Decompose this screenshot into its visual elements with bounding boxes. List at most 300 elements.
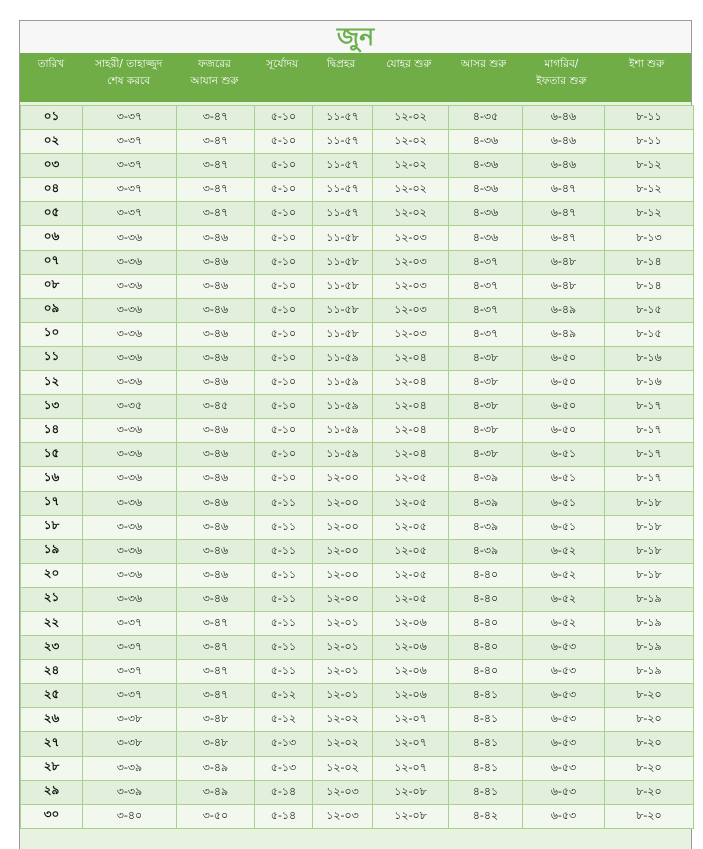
- cell-sehri-end: ৩-৩৭: [83, 684, 177, 708]
- cell-asr: ৪-৪১: [449, 756, 523, 780]
- cell-zuhr: ১২-০৪: [373, 419, 449, 443]
- cell-sunrise: ৫-১১: [255, 636, 313, 660]
- cell-isha: ৮-১৬: [605, 346, 694, 370]
- table-row: [21, 539, 694, 563]
- cell-fajr-azan: ৩-৪৬: [177, 443, 255, 467]
- cell-asr: ৪-৩৮: [449, 346, 523, 370]
- cell-date: ০৪: [21, 178, 83, 202]
- title-row: [20, 21, 691, 53]
- cell-maghrib: ৬-৪৬: [523, 154, 605, 178]
- cell-maghrib: ৬-৫০: [523, 346, 605, 370]
- cell-zuhr: ১২-০৪: [373, 346, 449, 370]
- cell-isha: ৮-১৩: [605, 226, 694, 250]
- cell-date: ৩০: [21, 804, 83, 828]
- cell-sunrise: ৫-১০: [255, 178, 313, 202]
- cell-midday: ১২-০০: [313, 515, 373, 539]
- cell-isha: ৮-১৮: [605, 515, 694, 539]
- cell-sunrise: ৫-১০: [255, 346, 313, 370]
- cell-zuhr: ১২-০৩: [373, 250, 449, 274]
- cell-zuhr: ১২-০৭: [373, 708, 449, 732]
- cell-isha: ৮-১৭: [605, 467, 694, 491]
- cell-maghrib: ৬-৫২: [523, 611, 605, 635]
- cell-asr: ৪-৩৬: [449, 154, 523, 178]
- table-row: [21, 250, 694, 274]
- cell-isha: ৮-২০: [605, 732, 694, 756]
- cell-asr: ৪-৩৬: [449, 130, 523, 154]
- cell-sunrise: ৫-১১: [255, 660, 313, 684]
- cell-sunrise: ৫-১০: [255, 395, 313, 419]
- cell-maghrib: ৬-৪৭: [523, 202, 605, 226]
- cell-date: ০৫: [21, 202, 83, 226]
- cell-sunrise: ৫-১০: [255, 443, 313, 467]
- cell-fajr-azan: ৩-৪৬: [177, 587, 255, 611]
- cell-fajr-azan: ৩-৪৬: [177, 563, 255, 587]
- cell-zuhr: ১২-০৬: [373, 684, 449, 708]
- cell-isha: ৮-১৭: [605, 443, 694, 467]
- cell-asr: ৪-৩৯: [449, 539, 523, 563]
- cell-isha: ৮-২০: [605, 804, 694, 828]
- cell-sunrise: ৫-১১: [255, 563, 313, 587]
- table-row: [21, 636, 694, 660]
- cell-maghrib: ৬-৫৩: [523, 684, 605, 708]
- cell-maghrib: ৬-৫৩: [523, 660, 605, 684]
- cell-sunrise: ৫-১২: [255, 708, 313, 732]
- cell-zuhr: ১২-০৫: [373, 539, 449, 563]
- cell-maghrib: ৬-৫১: [523, 443, 605, 467]
- cell-fajr-azan: ৩-৪৫: [177, 395, 255, 419]
- cell-sehri-end: ৩-৩৯: [83, 756, 177, 780]
- cell-sunrise: ৫-১০: [255, 250, 313, 274]
- cell-isha: ৮-১৪: [605, 274, 694, 298]
- cell-date: ০৩: [21, 154, 83, 178]
- cell-zuhr: ১২-০৫: [373, 587, 449, 611]
- cell-asr: ৪-৩৯: [449, 491, 523, 515]
- cell-maghrib: ৬-৫৩: [523, 804, 605, 828]
- column-header-date: তারিখ: [37, 58, 65, 70]
- cell-zuhr: ১২-০৩: [373, 322, 449, 346]
- cell-zuhr: ১২-০৬: [373, 611, 449, 635]
- cell-sunrise: ৫-১০: [255, 298, 313, 322]
- cell-sehri-end: ৩-৩৯: [83, 780, 177, 804]
- cell-asr: ৪-৩৮: [449, 395, 523, 419]
- cell-maghrib: ৬-৫২: [523, 587, 605, 611]
- cell-midday: ১১-৫৮: [313, 322, 373, 346]
- cell-isha: ৮-১৯: [605, 587, 694, 611]
- cell-fajr-azan: ৩-৪৬: [177, 515, 255, 539]
- cell-fajr-azan: ৩-৪৬: [177, 467, 255, 491]
- cell-date: ২৬: [21, 708, 83, 732]
- cell-midday: ১২-০২: [313, 732, 373, 756]
- cell-maghrib: ৬-৫৩: [523, 756, 605, 780]
- cell-date: ২৮: [21, 756, 83, 780]
- cell-midday: ১২-০২: [313, 708, 373, 732]
- column-header-sehri-end: সাহরী/ তাহাজ্জুদ শেষ করবে: [95, 58, 163, 87]
- cell-maghrib: ৬-৫১: [523, 491, 605, 515]
- column-header-band: [20, 53, 691, 102]
- cell-sehri-end: ৩-৩৬: [83, 371, 177, 395]
- column-header-fajr-azan: ফজরের আযান শুরু: [190, 58, 239, 87]
- cell-midday: ১১-৫৭: [313, 178, 373, 202]
- cell-midday: ১১-৫৭: [313, 106, 373, 130]
- cell-date: ১২: [21, 371, 83, 395]
- cell-midday: ১১-৫৯: [313, 443, 373, 467]
- cell-midday: ১২-০০: [313, 491, 373, 515]
- cell-asr: ৪-৩৯: [449, 515, 523, 539]
- cell-isha: ৮-১৪: [605, 250, 694, 274]
- cell-zuhr: ১২-০৫: [373, 515, 449, 539]
- cell-date: ১৭: [21, 491, 83, 515]
- cell-midday: ১১-৫৯: [313, 395, 373, 419]
- cell-isha: ৮-১১: [605, 106, 694, 130]
- table-row: [21, 371, 694, 395]
- cell-asr: ৪-৩৬: [449, 226, 523, 250]
- table-row: [21, 515, 694, 539]
- cell-isha: ৮-১৮: [605, 491, 694, 515]
- cell-maghrib: ৬-৪৬: [523, 130, 605, 154]
- table-row: [21, 274, 694, 298]
- cell-sehri-end: ৩-৩৬: [83, 298, 177, 322]
- cell-maghrib: ৬-৫১: [523, 515, 605, 539]
- table-row: [21, 154, 694, 178]
- cell-sehri-end: ৩-৩৬: [83, 539, 177, 563]
- cell-isha: ৮-১৫: [605, 298, 694, 322]
- cell-sehri-end: ৩-৩৬: [83, 419, 177, 443]
- cell-maghrib: ৬-৫০: [523, 395, 605, 419]
- cell-date: ২৯: [21, 780, 83, 804]
- cell-zuhr: ১২-০৩: [373, 274, 449, 298]
- column-header-isha: ইশা শুরু: [629, 58, 665, 70]
- column-header-midday: দ্বিপ্রহর: [326, 58, 356, 70]
- cell-zuhr: ১২-০৭: [373, 732, 449, 756]
- cell-date: ২৭: [21, 732, 83, 756]
- table-row: [21, 587, 694, 611]
- cell-midday: ১১-৫৯: [313, 346, 373, 370]
- cell-zuhr: ১২-০২: [373, 106, 449, 130]
- cell-maghrib: ৬-৫২: [523, 563, 605, 587]
- cell-maghrib: ৬-৫১: [523, 467, 605, 491]
- cell-midday: ১১-৫৮: [313, 274, 373, 298]
- cell-asr: ৪-৩৫: [449, 106, 523, 130]
- cell-zuhr: ১২-০৭: [373, 756, 449, 780]
- cell-isha: ৮-২০: [605, 684, 694, 708]
- cell-sehri-end: ৩-৩৬: [83, 443, 177, 467]
- table-row: [21, 804, 694, 828]
- table-row: [21, 202, 694, 226]
- cell-isha: ৮-২০: [605, 708, 694, 732]
- cell-date: ১১: [21, 346, 83, 370]
- cell-isha: ৮-২০: [605, 756, 694, 780]
- cell-asr: ৪-৪১: [449, 780, 523, 804]
- cell-asr: ৪-৪০: [449, 660, 523, 684]
- cell-sunrise: ৫-১১: [255, 611, 313, 635]
- cell-zuhr: ১২-০২: [373, 202, 449, 226]
- cell-date: ২২: [21, 611, 83, 635]
- cell-sehri-end: ৩-৩৬: [83, 322, 177, 346]
- cell-isha: ৮-১৯: [605, 660, 694, 684]
- table-row: [21, 611, 694, 635]
- cell-sunrise: ৫-১০: [255, 419, 313, 443]
- table-row: [21, 130, 694, 154]
- cell-sunrise: ৫-১৩: [255, 732, 313, 756]
- cell-sunrise: ৫-১১: [255, 491, 313, 515]
- cell-isha: ৮-১৯: [605, 636, 694, 660]
- cell-sehri-end: ৩-৩৭: [83, 154, 177, 178]
- table-row: [21, 226, 694, 250]
- cell-fajr-azan: ৩-৪৭: [177, 130, 255, 154]
- cell-zuhr: ১২-০৬: [373, 636, 449, 660]
- table-row: [21, 178, 694, 202]
- cell-maghrib: ৬-৫৩: [523, 732, 605, 756]
- cell-sunrise: ৫-১০: [255, 154, 313, 178]
- cell-sehri-end: ৩-৩৬: [83, 346, 177, 370]
- cell-midday: ১২-০০: [313, 467, 373, 491]
- cell-midday: ১১-৫৮: [313, 298, 373, 322]
- cell-fajr-azan: ৩-৪৬: [177, 346, 255, 370]
- cell-sehri-end: ৩-৩৬: [83, 587, 177, 611]
- cell-sehri-end: ৩-৩৬: [83, 226, 177, 250]
- cell-fajr-azan: ৩-৪৬: [177, 298, 255, 322]
- cell-date: ০১: [21, 106, 83, 130]
- cell-maghrib: ৬-৪৭: [523, 226, 605, 250]
- cell-date: ১৮: [21, 515, 83, 539]
- cell-fajr-azan: ৩-৪৬: [177, 491, 255, 515]
- cell-isha: ৮-২০: [605, 780, 694, 804]
- cell-sehri-end: ৩-৩৭: [83, 660, 177, 684]
- cell-date: ২৩: [21, 636, 83, 660]
- cell-fajr-azan: ৩-৪৭: [177, 106, 255, 130]
- cell-asr: ৪-৩৭: [449, 298, 523, 322]
- cell-midday: ১১-৫৭: [313, 202, 373, 226]
- table-row: [21, 322, 694, 346]
- cell-sehri-end: ৩-৩৭: [83, 611, 177, 635]
- cell-isha: ৮-১২: [605, 202, 694, 226]
- cell-sehri-end: ৩-৩৭: [83, 106, 177, 130]
- cell-zuhr: ১২-০৫: [373, 563, 449, 587]
- cell-sunrise: ৫-১১: [255, 515, 313, 539]
- cell-fajr-azan: ৩-৪৭: [177, 636, 255, 660]
- cell-fajr-azan: ৩-৪৬: [177, 250, 255, 274]
- cell-fajr-azan: ৩-৪৮: [177, 708, 255, 732]
- cell-asr: ৪-৩৮: [449, 443, 523, 467]
- cell-isha: ৮-১৮: [605, 539, 694, 563]
- table-body: [21, 106, 694, 829]
- cell-date: ০৬: [21, 226, 83, 250]
- cell-isha: ৮-১৫: [605, 322, 694, 346]
- table-row: [21, 443, 694, 467]
- cell-midday: ১১-৫৯: [313, 419, 373, 443]
- cell-midday: ১১-৫৯: [313, 371, 373, 395]
- cell-date: ০৯: [21, 298, 83, 322]
- table-row: [21, 563, 694, 587]
- cell-zuhr: ১২-০৫: [373, 491, 449, 515]
- cell-maghrib: ৬-৫৩: [523, 708, 605, 732]
- cell-isha: ৮-১২: [605, 178, 694, 202]
- cell-sehri-end: ৩-৩৬: [83, 491, 177, 515]
- cell-fajr-azan: ৩-৪৬: [177, 226, 255, 250]
- cell-date: ২৫: [21, 684, 83, 708]
- table-row: [21, 780, 694, 804]
- cell-sunrise: ৫-১১: [255, 587, 313, 611]
- cell-fajr-azan: ৩-৪৬: [177, 371, 255, 395]
- cell-asr: ৪-৩৯: [449, 467, 523, 491]
- cell-sehri-end: ৩-৩৮: [83, 732, 177, 756]
- cell-zuhr: ১২-০২: [373, 178, 449, 202]
- cell-sunrise: ৫-১২: [255, 684, 313, 708]
- cell-maghrib: ৬-৫২: [523, 539, 605, 563]
- cell-zuhr: ১২-০৩: [373, 298, 449, 322]
- cell-sehri-end: ৩-৩৭: [83, 202, 177, 226]
- cell-maghrib: ৬-৫৩: [523, 780, 605, 804]
- cell-sunrise: ৫-১০: [255, 226, 313, 250]
- table-row: [21, 660, 694, 684]
- cell-asr: ৪-৪২: [449, 804, 523, 828]
- cell-midday: ১১-৫৭: [313, 130, 373, 154]
- cell-date: ১৯: [21, 539, 83, 563]
- cell-sunrise: ৫-১০: [255, 130, 313, 154]
- cell-zuhr: ১২-০৪: [373, 371, 449, 395]
- cell-isha: ৮-১১: [605, 130, 694, 154]
- cell-maghrib: ৬-৪৬: [523, 106, 605, 130]
- cell-sunrise: ৫-১৪: [255, 780, 313, 804]
- cell-zuhr: ১২-০২: [373, 154, 449, 178]
- cell-date: ১৬: [21, 467, 83, 491]
- cell-midday: ১২-০৩: [313, 804, 373, 828]
- cell-date: ০৭: [21, 250, 83, 274]
- cell-isha: ৮-১৭: [605, 395, 694, 419]
- prayer-time-table: [20, 105, 694, 829]
- cell-midday: ১১-৫৮: [313, 250, 373, 274]
- cell-isha: ৮-১৮: [605, 563, 694, 587]
- cell-maghrib: ৬-৪৯: [523, 298, 605, 322]
- cell-midday: ১২-০৩: [313, 780, 373, 804]
- cell-sehri-end: ৩-৩৬: [83, 563, 177, 587]
- cell-zuhr: ১২-০৮: [373, 804, 449, 828]
- cell-midday: ১২-০১: [313, 660, 373, 684]
- cell-sehri-end: ৩-৩৭: [83, 636, 177, 660]
- cell-isha: ৮-১২: [605, 154, 694, 178]
- cell-midday: ১২-০০: [313, 539, 373, 563]
- cell-midday: ১১-৫৭: [313, 154, 373, 178]
- cell-asr: ৪-৩৭: [449, 322, 523, 346]
- cell-fajr-azan: ৩-৫০: [177, 804, 255, 828]
- cell-sehri-end: ৩-৩৬: [83, 467, 177, 491]
- cell-sunrise: ৫-১১: [255, 539, 313, 563]
- cell-fajr-azan: ৩-৪৬: [177, 274, 255, 298]
- cell-sehri-end: ৩-৩৬: [83, 250, 177, 274]
- table-row: [21, 106, 694, 130]
- month-title: জুন: [336, 22, 375, 51]
- column-header-asr: আসর শুরু: [460, 58, 507, 70]
- cell-fajr-azan: ৩-৪৬: [177, 419, 255, 443]
- cell-asr: ৪-৪১: [449, 732, 523, 756]
- cell-sunrise: ৫-১০: [255, 371, 313, 395]
- cell-fajr-azan: ৩-৪৭: [177, 154, 255, 178]
- cell-asr: ৪-৪০: [449, 611, 523, 635]
- cell-fajr-azan: ৩-৪৯: [177, 780, 255, 804]
- cell-fajr-azan: ৩-৪৭: [177, 178, 255, 202]
- cell-sehri-end: ৩-৩৭: [83, 178, 177, 202]
- cell-sunrise: ৫-১০: [255, 322, 313, 346]
- cell-maghrib: ৬-৪৭: [523, 178, 605, 202]
- table-row: [21, 298, 694, 322]
- cell-sehri-end: ৩-৩৬: [83, 515, 177, 539]
- cell-maghrib: ৬-৪৮: [523, 274, 605, 298]
- cell-asr: ৪-৩৭: [449, 250, 523, 274]
- cell-sehri-end: ৩-৪০: [83, 804, 177, 828]
- cell-asr: ৪-৪১: [449, 708, 523, 732]
- cell-fajr-azan: ৩-৪৭: [177, 660, 255, 684]
- cell-sunrise: ৫-১০: [255, 274, 313, 298]
- table-row: [21, 346, 694, 370]
- cell-date: ০৮: [21, 274, 83, 298]
- cell-midday: ১২-০০: [313, 563, 373, 587]
- table-row: [21, 467, 694, 491]
- cell-date: ২৪: [21, 660, 83, 684]
- cell-zuhr: ১২-০৪: [373, 443, 449, 467]
- column-header-sunrise: সূর্যোদয়: [266, 58, 299, 70]
- column-header-maghrib: মাগরিব/ ইফতার শুরু: [536, 58, 587, 87]
- cell-date: ১৪: [21, 419, 83, 443]
- table-row: [21, 732, 694, 756]
- schedule-sheet: [19, 20, 692, 849]
- cell-sunrise: ৫-১০: [255, 106, 313, 130]
- table-row: [21, 756, 694, 780]
- cell-asr: ৪-৩৬: [449, 202, 523, 226]
- cell-date: ২১: [21, 587, 83, 611]
- cell-maghrib: ৬-৫৩: [523, 636, 605, 660]
- cell-fajr-azan: ৩-৪৭: [177, 202, 255, 226]
- cell-isha: ৮-১৭: [605, 419, 694, 443]
- cell-isha: ৮-১৯: [605, 611, 694, 635]
- cell-asr: ৪-৪১: [449, 684, 523, 708]
- cell-midday: ১১-৫৮: [313, 226, 373, 250]
- cell-fajr-azan: ৩-৪৬: [177, 322, 255, 346]
- cell-sunrise: ৫-১০: [255, 467, 313, 491]
- cell-maghrib: ৬-৫০: [523, 419, 605, 443]
- cell-zuhr: ১২-০৬: [373, 660, 449, 684]
- cell-maghrib: ৬-৫০: [523, 371, 605, 395]
- table-row: [21, 491, 694, 515]
- cell-sunrise: ৫-১৩: [255, 756, 313, 780]
- cell-sunrise: ৫-১০: [255, 202, 313, 226]
- cell-sehri-end: ৩-৩৮: [83, 708, 177, 732]
- cell-asr: ৪-৩৭: [449, 274, 523, 298]
- cell-midday: ১২-০১: [313, 611, 373, 635]
- cell-zuhr: ১২-০৫: [373, 467, 449, 491]
- table-row: [21, 708, 694, 732]
- cell-date: ১৫: [21, 443, 83, 467]
- cell-fajr-azan: ৩-৪৯: [177, 756, 255, 780]
- cell-fajr-azan: ৩-৪৬: [177, 539, 255, 563]
- cell-maghrib: ৬-৪৮: [523, 250, 605, 274]
- cell-sunrise: ৫-১৪: [255, 804, 313, 828]
- cell-maghrib: ৬-৪৯: [523, 322, 605, 346]
- cell-asr: ৪-৩৮: [449, 371, 523, 395]
- table-row: [21, 395, 694, 419]
- cell-asr: ৪-৪০: [449, 636, 523, 660]
- cell-zuhr: ১২-০২: [373, 130, 449, 154]
- cell-fajr-azan: ৩-৪৭: [177, 611, 255, 635]
- cell-asr: ৪-৩৬: [449, 178, 523, 202]
- table-row: [21, 684, 694, 708]
- cell-date: ০২: [21, 130, 83, 154]
- cell-sehri-end: ৩-৩৬: [83, 274, 177, 298]
- cell-asr: ৪-৪০: [449, 587, 523, 611]
- cell-midday: ১২-০২: [313, 756, 373, 780]
- cell-midday: ১২-০০: [313, 587, 373, 611]
- cell-midday: ১২-০১: [313, 684, 373, 708]
- cell-asr: ৪-৪০: [449, 563, 523, 587]
